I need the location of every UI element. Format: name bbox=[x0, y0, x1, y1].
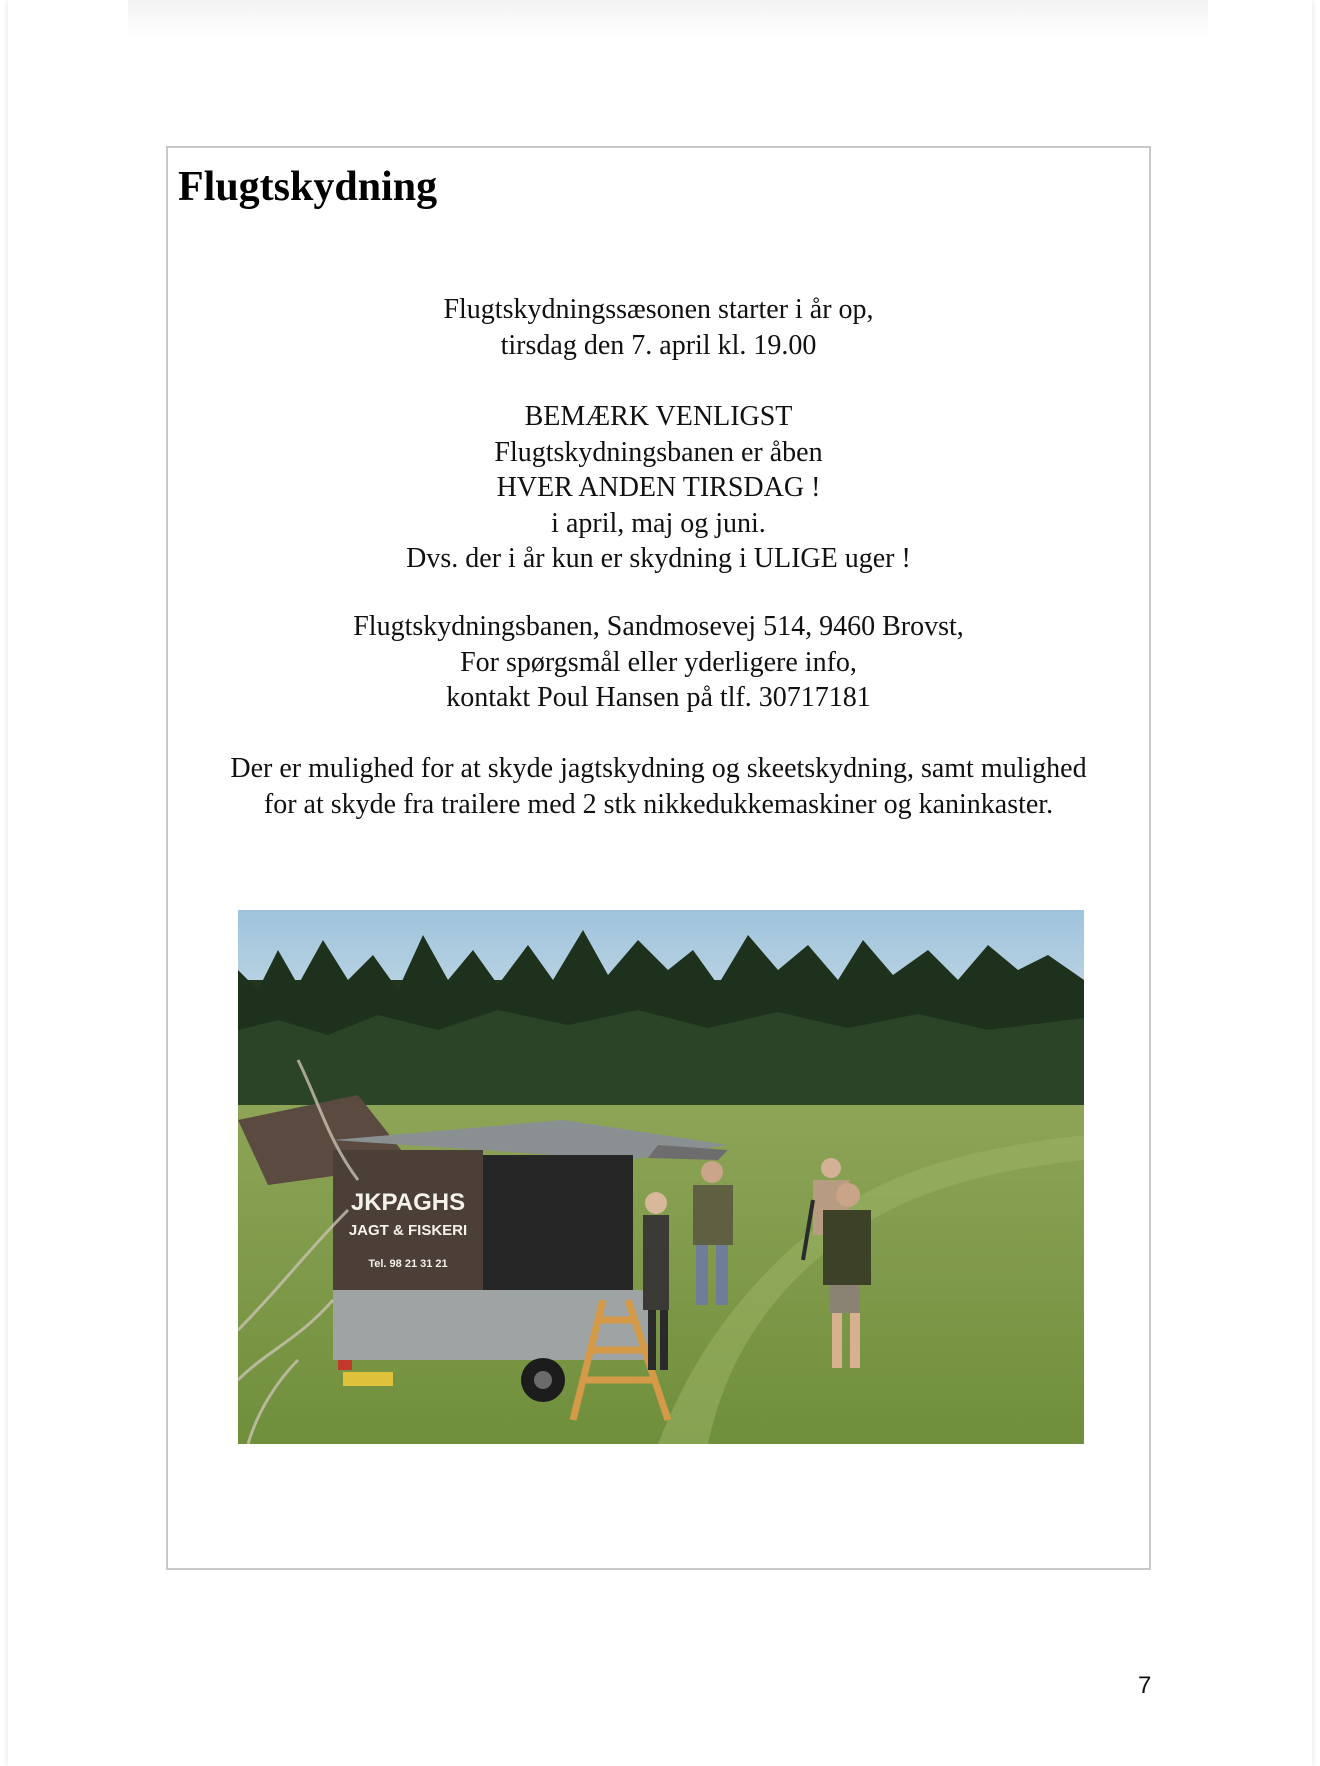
text-line: For spørgsmål eller yderligere info, bbox=[460, 646, 857, 678]
text-line: Flugtskydningsbanen er åben bbox=[494, 436, 823, 468]
text-line: BEMÆRK VENLIGST bbox=[524, 401, 793, 432]
options-paragraph bbox=[168, 751, 1149, 822]
season-start-paragraph bbox=[168, 292, 1149, 363]
text-line: Der er mulighed for at skyde jagtskydning og skeetskydning, samt mulighed bbox=[230, 753, 1087, 784]
text-line: for at skyde fra trailere med 2 stk nikkedukkemaskiner og kaninkaster. bbox=[263, 788, 1054, 820]
top-shadow-strip bbox=[128, 0, 1208, 40]
notice-paragraph bbox=[168, 399, 1149, 577]
text-line: Flugtskydningsbanen, Sandmosevej 514, 9460 Brovst, bbox=[353, 611, 964, 642]
text-line: Flugtskydningssæsonen starter i år op, bbox=[443, 294, 874, 325]
text-line: kontakt Poul Hansen på tlf. 30717181 bbox=[446, 682, 871, 713]
trailer-sign-line1: JKPAGHS bbox=[350, 1189, 466, 1216]
trailer-sign-line2: JAGT & FISKERI bbox=[348, 1222, 468, 1239]
text-line: HVER ANDEN TIRSDAG ! bbox=[496, 472, 821, 503]
contact-paragraph bbox=[168, 609, 1149, 716]
trailer-sign-line3: Tel. 98 21 31 21 bbox=[368, 1258, 448, 1270]
text-line: tirsdag den 7. april kl. 19.00 bbox=[500, 329, 817, 361]
text-line: Dvs. der i år kun er skydning i ULIGE uger ! bbox=[406, 543, 911, 574]
text-line: i april, maj og juni. bbox=[551, 507, 766, 539]
page-number: 7 bbox=[1138, 1672, 1152, 1699]
page-heading: Flugtskydning bbox=[178, 164, 438, 210]
shooting-range-photo bbox=[238, 910, 1084, 1444]
content-box bbox=[166, 146, 1151, 1570]
